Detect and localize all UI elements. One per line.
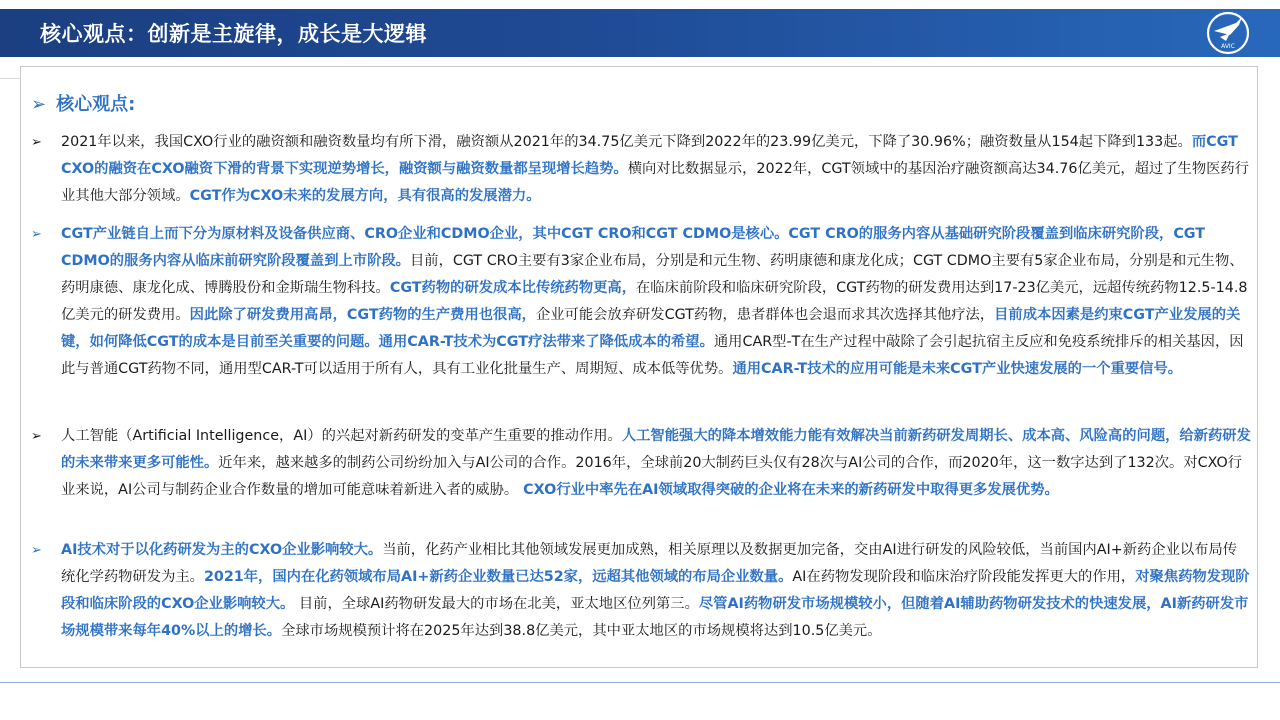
content-panel: [20, 66, 1258, 668]
avic-logo-icon: [1206, 11, 1250, 55]
title-bar: [0, 9, 1280, 57]
paragraph-ai-cxo: [31, 537, 1251, 645]
paragraph-text: CGT产业链自上而下分为原材料及设备供应商、CRO企业和CDMO企业，其中CGT CRO和CGT CDMO是核心。CGT CRO的服务内容从基础研究阶段覆盖到临床研究阶段，CGT CDMO的服务内容从临床前研究阶段覆盖到上市阶段。目前，CGT CRO主要有3家企业布局，分别是和元生物、药明康德和康龙化成；CGT CDMO主要有5家企业布局，分别是和元生物、药明康德、康龙化成、博腾股份和金斯瑞生物科技。CGT药物的研发成本比传统药物更高，在临床前阶段和临床研究阶段，CGT药物的研发费用达到17-23亿美元，远超传统药物12.5-14.8亿美元的研发费用。因此除了研发费用高昂，CGT药物的生产费用也很高，企业可能会放弃研发CGT药物，患者群体也会退而求其次选择其他疗法，目前成本因素是约束CGT产业发展的关键，如何降低CGT的成本是目前至关重要的问题。通用CAR-T技术为CGT疗法带来了降低成本的希望。通用CAR型-T在生产过程中敲除了会引起抗宿主反应和免疫系统排斥的相关基因，因此与普通CGT药物不同，通用型CAR-T可以适用于所有人，具有工业化批量生产、周期短、成本低等优势。通用CAR-T技术的应用可能是未来CGT产业快速发展的一个重要信号。: [61, 226, 1248, 377]
footer-divider: [0, 682, 1280, 683]
section-heading: [31, 90, 135, 116]
divider: [0, 78, 20, 79]
paragraph-text: 人工智能（Artificial Intelligence，AI）的兴起对新药研发的变革产生重要的推动作用。人工智能强大的降本增效能力能有效解决当前新药研发周期长、成本高、风险高的问题，给新药研发的未来带来更多可能性。近年来，越来越多的制药公司纷纷加入与AI公司的合作。2016年，全球前20大制药巨头仅有28次与AI公司的合作，而2020年，这一数字达到了132次。对CXO行业来说，AI公司与制药企业合作数量的增加可能意味着新进入者的威胁。 CXO行业中率先在AI领域取得突破的企业将在未来的新药研发中取得更多发展优势。: [61, 428, 1251, 498]
bullet-arrow-icon: ➢: [31, 429, 42, 444]
paragraph-text: AI技术对于以化药研发为主的CXO企业影响较大。当前，化药产业相比其他领域发展更加成熟，相关原理以及数据更加完备，交由AI进行研发的风险较低，当前国内AI+新药企业以布局传统化学药物研发为主。2021年，国内在化药领域布局AI+新药企业数量已达52家，远超其他领域的布局企业数量。AI在药物发现阶段和临床治疗阶段能发挥更大的作用，对聚焦药物发现阶段和临床阶段的CXO企业影响较大。 目前，全球AI药物研发最大的市场在北美，亚太地区位列第三。尽管AI药物研发市场规模较小，但随着AI辅助药物研发技术的快速发展，AI新药研发市场规模带来每年40%以上的增长。全球市场规模预计将在2025年达到38.8亿美元，其中亚太地区的市场规模将达到10.5亿美元。: [61, 542, 1250, 639]
heading-text: 核心观点:: [56, 94, 136, 115]
bullet-arrow-icon: ➢: [31, 135, 42, 150]
paragraph-text: 2021年以来，我国CXO行业的融资额和融资数量均有所下滑，融资额从2021年的34.75亿美元下降到2022年的23.99亿美元，下降了30.96%；融资数量从154起下降到133起。而CGT CXO的融资在CXO融资下滑的背景下实现逆势增长，融资额与融资数量都呈现增长趋势。横向对比数据显示，2022年，CGT领域中的基因治疗融资额高达34.76亿美元，超过了生物医药行业其他大部分领域。CGT作为CXO未来的发展方向，具有很高的发展潜力。: [61, 134, 1250, 204]
logo-text: AVIC: [1221, 43, 1235, 50]
paragraph-ai: [31, 423, 1251, 504]
page-title: 核心观点：创新是主旋律，成长是大逻辑: [40, 22, 427, 46]
bullet-arrow-icon: ➢: [31, 543, 42, 558]
bullet-arrow-icon: ➢: [31, 227, 42, 242]
heading-arrow-icon: ➢: [31, 94, 47, 115]
paragraph-cxo-financing: [31, 129, 1251, 210]
paragraph-cgt-chain: [31, 221, 1251, 383]
